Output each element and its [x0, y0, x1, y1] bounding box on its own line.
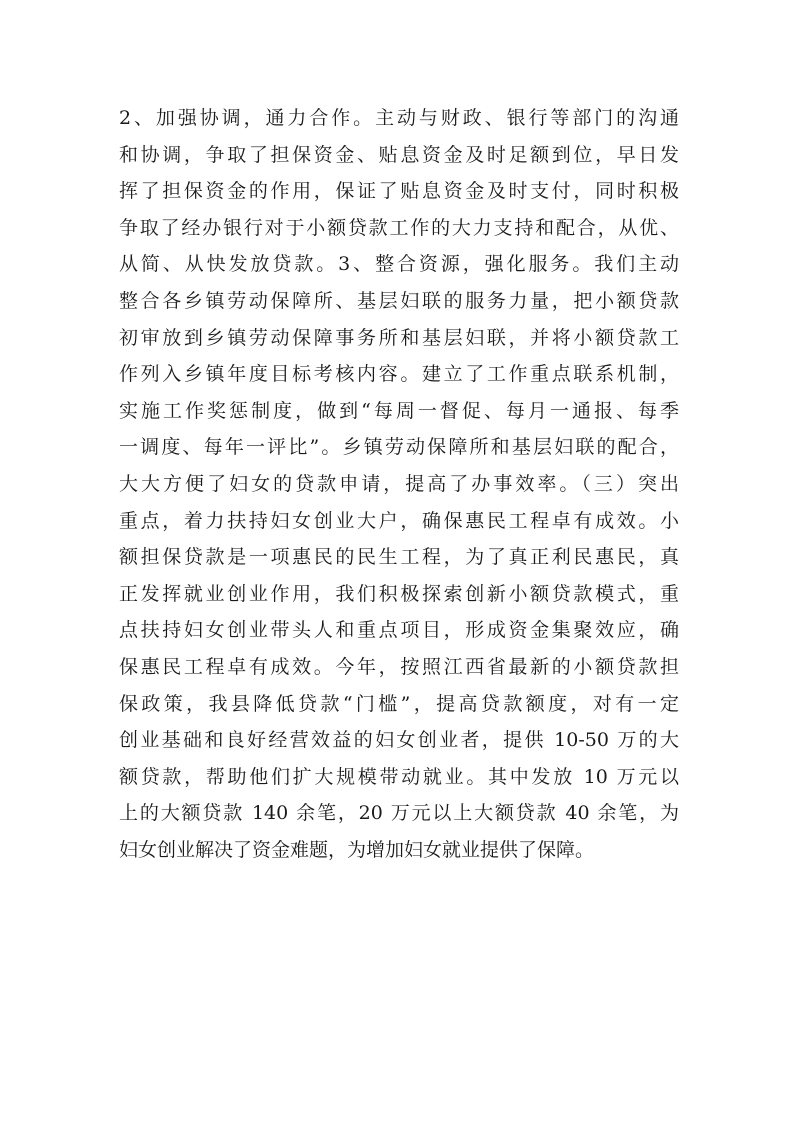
text-line-9: 实施工作奖惩制度，做到“每周一督促、每月一通报、每季 [119, 399, 679, 422]
text-line-3: 挥了担保资金的作用，保证了贴息资金及时支付，同时积极 [119, 180, 679, 203]
text-line-20: 上的大额贷款 140 余笔，20 万元以上大额贷款 40 余笔，为 [119, 802, 679, 825]
text-line-18: 创业基础和良好经营效益的妇女创业者，提供 10-50 万的大 [119, 729, 679, 752]
text-line-5: 从简、从快发放贷款。3、整合资源，强化服务。我们主动 [119, 253, 679, 276]
text-line-19: 额贷款，帮助他们扩大规模带动就业。其中发放 10 万元以 [119, 765, 679, 788]
text-line-2: 和协调，争取了担保资金、贴息资金及时足额到位，早日发 [119, 143, 679, 166]
text-line-12: 重点，着力扶持妇女创业大户，确保惠民工程卓有成效。小 [119, 509, 679, 532]
body-paragraph [119, 100, 679, 868]
text-line-16: 保惠民工程卓有成效。今年，按照江西省最新的小额贷款担 [119, 655, 679, 678]
text-line-14: 正发挥就业创业作用，我们积极探索创新小额贷款模式，重 [119, 582, 679, 605]
text-line-10: 一调度、每年一评比”。乡镇劳动保障所和基层妇联的配合， [119, 436, 679, 459]
text-line-8: 作列入乡镇年度目标考核内容。建立了工作重点联系机制， [119, 363, 679, 386]
text-line-15: 点扶持妇女创业带头人和重点项目，形成资金集聚效应，确 [119, 619, 679, 642]
text-line-21: 妇女创业解决了资金难题，为增加妇女就业提供了保障。 [119, 838, 595, 861]
text-line-17: 保政策，我县降低贷款“门槛”，提高贷款额度，对有一定 [119, 692, 679, 715]
text-line-6: 整合各乡镇劳动保障所、基层妇联的服务力量，把小额贷款 [119, 289, 679, 312]
text-line-13: 额担保贷款是一项惠民的民生工程，为了真正利民惠民，真 [119, 546, 679, 569]
text-line-11: 大大方便了妇女的贷款申请，提高了办事效率。（三）突出 [119, 472, 679, 495]
text-line-7: 初审放到乡镇劳动保障事务所和基层妇联，并将小额贷款工 [119, 326, 679, 349]
text-line-1: 2、加强协调，通力合作。主动与财政、银行等部门的沟通 [119, 107, 679, 129]
text-line-4: 争取了经办银行对于小额贷款工作的大力支持和配合，从优、 [119, 216, 679, 239]
